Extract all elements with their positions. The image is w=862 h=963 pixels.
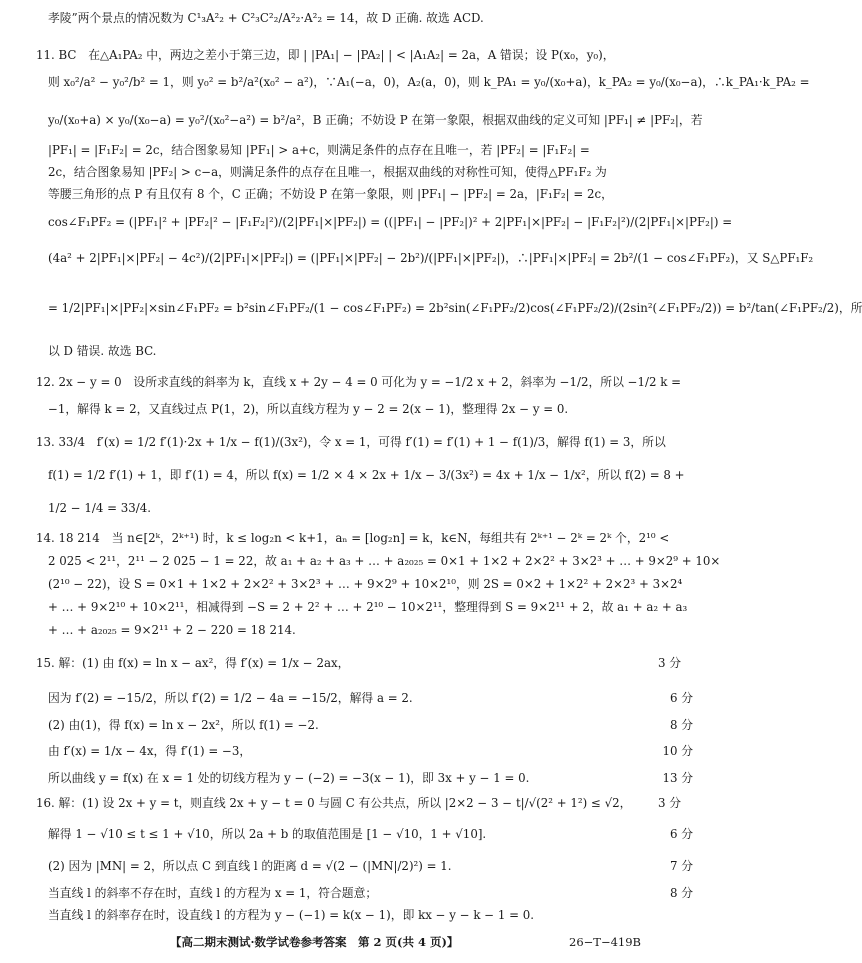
problem-11-line: = 1/2|PF₁|×|PF₂|×sin∠F₁PF₂ = b²sin∠F₁PF₂/(1 − cos∠F₁PF₂) = 2b²sin(∠F₁PF₂/2)cos(∠F₁PF₂/2)/(2sin²(∠F₁PF₂/2)) = b²/tan(∠F₁PF₂/2)，所 (48, 301, 862, 315)
problem-11-line: (4a² + 2|PF₁|×|PF₂| − 4c²)/(2|PF₁|×|PF₂|) = (|PF₁|×|PF₂| − 2b²)/(|PF₁|×|PF₂|)，∴|PF₁|×|PF₂| = 2b²/(1 − cos∠F₁PF₂)，又 S△PF₁F₂ (48, 251, 814, 265)
page-footer (0, 933, 677, 951)
step-score: 6 分 (669, 691, 693, 705)
step-score: 13 分 (662, 771, 693, 785)
footer-title: 【高二期末测试·数学试卷参考答案 第 2 页(共 4 页)】 (170, 935, 459, 949)
problem-14-line: 14. 18 214 当 n∈[2ᵏ，2ᵏ⁺¹) 时，k ≤ log₂n < k+1，aₙ = [log₂n] = k，k∈N，每组共有 2ᵏ⁺¹ − 2ᵏ = 2ᵏ 个，2¹⁰ < (36, 531, 670, 545)
problem-12-line: −1，解得 k = 2，又直线过点 P(1，2)，所以直线方程为 y − 2 = 2(x − 1)，整理得 2x − y = 0. (48, 402, 569, 416)
problem-14-line: + … + 9×2¹⁰ + 10×2¹¹，相减得到 −S = 2 + 2² + … + 2¹⁰ − 10×2¹¹，整理得到 S = 9×2¹¹ + 2，故 a₁ + a₂ + a₃ (48, 600, 688, 614)
problem-16-step (0, 826, 725, 842)
problem-16-step (0, 907, 725, 923)
step-score: 3 分 (657, 656, 681, 670)
step-text: 当直线 l 的斜率存在时，设直线 l 的方程为 y − (−1) = k(x − 1)，即 kx − y − k − 1 = 0. (48, 908, 535, 922)
problem-11-line: cos∠F₁PF₂ = (|PF₁|² + |PF₂|² − |F₁F₂|²)/(2|PF₁|×|PF₂|) = ((|PF₁| − |PF₂|)² + 2|PF₁|×|PF₂| − |F₁F₂|²)/(2|PF₁|×|PF₂|) = (48, 215, 733, 229)
problem-12-line: 12. 2x − y = 0 设所求直线的斜率为 k，直线 x + 2y − 4 = 0 可化为 y = −1/2 x + 2，斜率为 −1/2，所以 −1/2 k = (36, 375, 682, 389)
step-text: 解得 1 − √10 ≤ t ≤ 1 + √10，所以 2a + b 的取值范围是 [1 − √10，1 + √10]. (48, 827, 487, 841)
problem-11-line: 以 D 错误. 故选 BC. (48, 344, 157, 358)
problem-14-line: + … + a₂₀₂₅ = 9×2¹¹ + 2 − 220 = 18 214. (48, 623, 296, 637)
document-code: 26−T−419B (569, 935, 641, 949)
problem-13-line: f(1) = 1/2 f′(1) + 1，即 f′(1) = 4，所以 f(x) = 1/2 × 4 × 2x + 1/x − 3/(3x²) = 4x + 1/x − 1/x²，所以 f(2) = 8 + (48, 468, 685, 482)
problem-15-step (0, 655, 713, 671)
step-text: 16. 解：(1) 设 2x + y = t，则直线 2x + y − t = 0 与圆 C 有公共点，所以 |2×2 − 3 − t|/√(2² + 1²) ≤ √2， (36, 796, 632, 810)
problem-13-line: 13. 33/4 f′(x) = 1/2 f′(1)·2x + 1/x − f(1)/(3x²)，令 x = 1，可得 f′(1) = f′(1) + 1 − f(1)/3，解得 f(1) = 3，所以 (36, 435, 666, 449)
problem-16-step (0, 885, 725, 901)
problem-15-step (0, 690, 725, 706)
continued-solution-line: 孝陵”两个景点的情况数为 C¹₃A²₂ + C²₃C²₂/A²₂·A²₂ = 14，故 D 正确. 故选 ACD. (48, 11, 484, 25)
step-score: 7 分 (669, 859, 693, 873)
step-text: 因为 f′(2) = −15/2，所以 f′(2) = 1/2 − 4a = −15/2，解得 a = 2. (48, 691, 413, 705)
problem-13-line: 1/2 − 1/4 = 33/4. (48, 501, 151, 515)
step-text: (2) 因为 |MN| = 2，所以点 C 到直线 l 的距离 d = √(2 − (|MN|/2)²) = 1. (48, 859, 452, 873)
step-text: 当直线 l 的斜率不存在时，直线 l 的方程为 x = 1，符合题意； (48, 886, 378, 900)
problem-15-step (0, 743, 725, 759)
step-score: 3 分 (657, 796, 681, 810)
problem-11-line: 2c，结合图象易知 |PF₂| > c−a，则满足条件的点存在且唯一，根据双曲线的对称性可知，使得△PF₁F₂ 为 (48, 165, 607, 179)
problem-11-line: 则 x₀²/a² − y₀²/b² = 1，则 y₀² = b²/a²(x₀² − a²)，∵A₁(−a，0)，A₂(a，0)，则 k_PA₁ = y₀/(x₀+a)，k_PA₂ = y₀/(x₀−a)，∴k_PA₁·k_PA₂ = (48, 75, 810, 89)
problem-15-step (0, 717, 725, 733)
problem-11-line: 11. BC 在△A₁PA₂ 中，两边之差小于第三边，即 | |PA₁| − |PA₂| | < |A₁A₂| = 2a，A 错误；设 P(x₀，y₀)， (36, 48, 615, 62)
step-text: 15. 解：(1) 由 f(x) = ln x − ax²，得 f′(x) = 1/x − 2ax， (36, 656, 350, 670)
step-score: 8 分 (669, 886, 693, 900)
step-text: (2) 由(1)，得 f(x) = ln x − 2x²，所以 f(1) = −2. (48, 718, 319, 732)
problem-16-step (0, 858, 725, 874)
problem-14-line: 2 025 < 2¹¹，2¹¹ − 2 025 − 1 = 22，故 a₁ + a₂ + a₃ + … + a₂₀₂₅ = 0×1 + 1×2 + 2×2² + 3×2³ + … + 9×2⁹ + 10× (48, 554, 721, 568)
problem-15-step (0, 770, 725, 786)
problem-14-line: (2¹⁰ − 22)，设 S = 0×1 + 1×2 + 2×2² + 3×2³ + … + 9×2⁹ + 10×2¹⁰，则 2S = 0×2 + 1×2² + 2×2³ + 3×2⁴ (48, 577, 683, 591)
step-score: 8 分 (669, 718, 693, 732)
problem-16-step (0, 795, 713, 811)
step-text: 由 f′(x) = 1/x − 4x，得 f′(1) = −3， (48, 744, 252, 758)
step-score: 6 分 (669, 827, 693, 841)
problem-11-line: 等腰三角形的点 P 有且仅有 8 个，C 正确；不妨设 P 在第一象限，则 |PF₁| − |PF₂| = 2a，|F₁F₂| = 2c， (48, 187, 613, 201)
step-score: 10 分 (662, 744, 693, 758)
problem-11-line: y₀/(x₀+a) × y₀/(x₀−a) = y₀²/(x₀²−a²) = b²/a²，B 正确；不妨设 P 在第一象限，根据双曲线的定义可知 |PF₁| ≠ |PF₂|，若 (48, 113, 703, 127)
problem-11-line: |PF₁| = |F₁F₂| = 2c，结合图象易知 |PF₁| > a+c，则满足条件的点存在且唯一，若 |PF₂| = |F₁F₂| = (48, 143, 590, 157)
step-text: 所以曲线 y = f(x) 在 x = 1 处的切线方程为 y − (−2) = −3(x − 1)，即 3x + y − 1 = 0. (48, 771, 530, 785)
